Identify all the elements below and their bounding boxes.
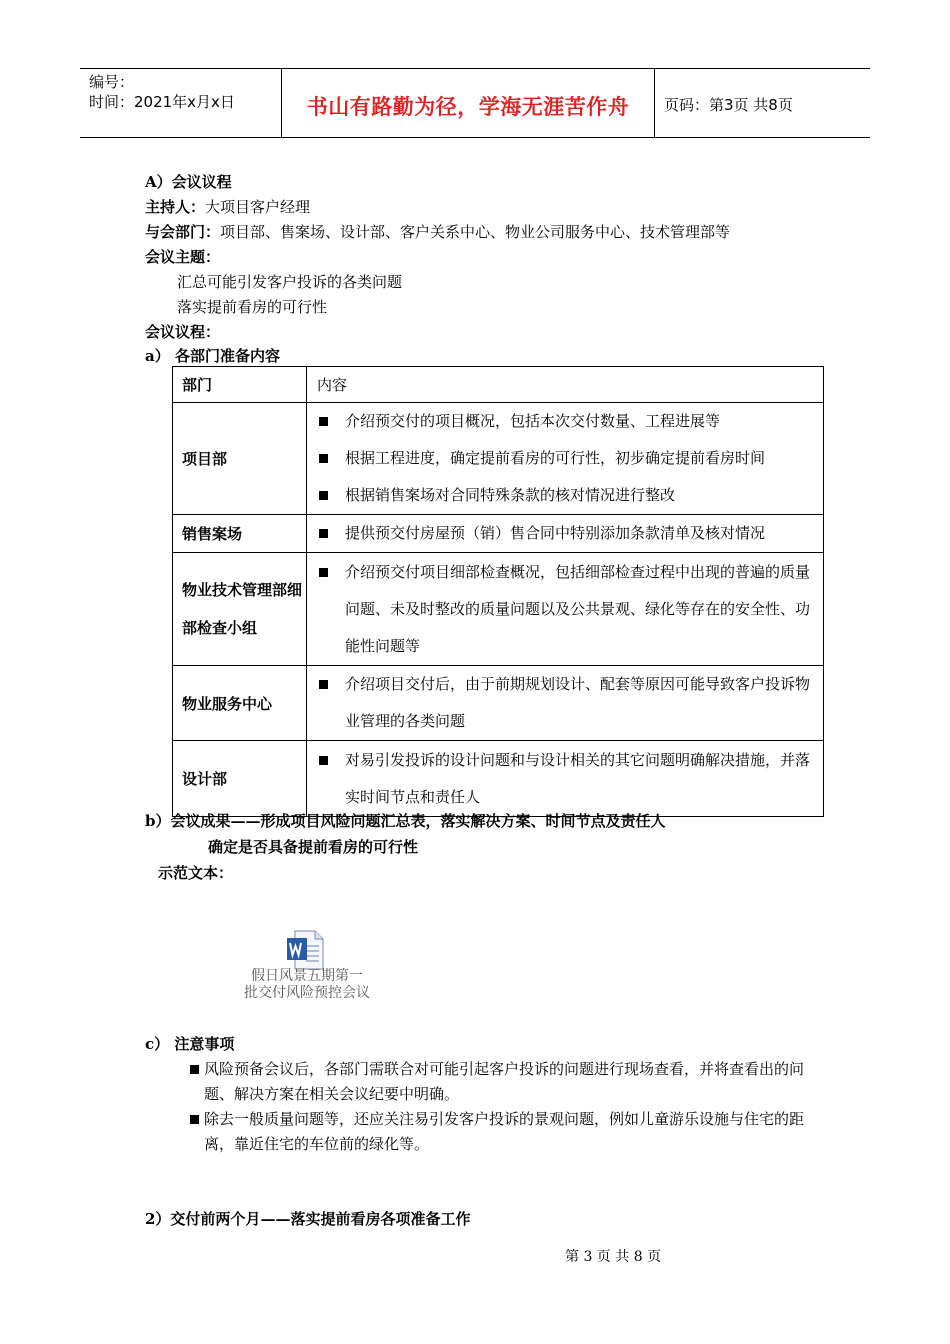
host-line — [145, 196, 310, 217]
page-header — [80, 68, 870, 138]
agenda-label: 会议议程： — [145, 323, 221, 341]
square-bullet-icon — [319, 454, 328, 463]
document-number-label: 编号： — [89, 73, 135, 91]
content-cell — [307, 515, 824, 553]
theme-item: 汇总可能引发客户投诉的各类问题 — [177, 273, 403, 291]
content-item: 介绍项目交付后，由于前期规划设计、配套等原因可能导致客户投诉物业管理的各类问题 — [317, 666, 815, 740]
section-b-line2: 确定是否具备提前看房的可行性 — [208, 838, 419, 856]
table-row — [173, 666, 824, 741]
dept-cell: 物业服务中心 — [173, 666, 307, 741]
theme-item: 落实提前看房的可行性 — [177, 298, 328, 316]
note-item: 风险预备会议后，各部门需联合对可能引起客户投诉的问题进行现场查看，并将查看出的问题、解决方案在相关会议纪要中明确。 — [190, 1057, 810, 1107]
table-row — [173, 741, 824, 817]
dept-cell: 项目部 — [173, 403, 307, 515]
theme-label: 会议主题： — [145, 248, 221, 266]
table-header-dept: 部门 — [173, 367, 307, 403]
header-page-cell — [655, 69, 870, 137]
section-c-title: c） 注意事项 — [145, 1035, 235, 1053]
square-bullet-icon — [190, 1115, 199, 1124]
host-value: 大项目客户经理 — [205, 198, 311, 216]
dept-cell: 销售案场 — [173, 515, 307, 553]
square-bullet-icon — [319, 491, 328, 500]
departments-label: 与会部门： — [145, 223, 221, 241]
header-meta-cell — [80, 69, 281, 137]
attachment-name[interactable]: 假日风景五期第一 批交付风险预控会议 — [244, 968, 370, 1001]
table-row — [173, 403, 824, 515]
content-item: 根据销售案场对合同特殊条款的核对情况进行整改 — [317, 477, 815, 514]
content-cell — [307, 553, 824, 666]
document-date-label: 时间：2021年x月x日 — [89, 93, 235, 111]
dept-cell: 设计部 — [173, 741, 307, 817]
header-page-number: 页码：第3页 共8页 — [664, 96, 793, 114]
content-item: 提供预交付房屋预（销）售合同中特别添加条款清单及核对情况 — [317, 515, 815, 552]
table-row — [173, 515, 824, 553]
square-bullet-icon — [319, 680, 328, 689]
section-2-title: 2）交付前两个月——落实提前看房各项准备工作 — [145, 1210, 471, 1228]
section-a-title: A）会议议程 — [145, 173, 232, 191]
sub-a-title: a） 各部门准备内容 — [145, 347, 280, 365]
section-b-line1: b）会议成果——形成项目风险问题汇总表，落实解决方案、时间节点及责任人 — [145, 812, 666, 830]
content-item: 介绍预交付的项目概况，包括本次交付数量、工程进展等 — [317, 403, 815, 440]
table-row — [173, 553, 824, 666]
department-preparation-table — [172, 366, 824, 817]
square-bullet-icon — [319, 756, 328, 765]
sample-text-label: 示范文本： — [158, 864, 234, 882]
header-motto-cell — [281, 69, 655, 137]
content-item: 介绍预交付项目细部检查概况，包括细部检查过程中出现的普遍的质量问题、未及时整改的质量问题以及公共景观、绿化等存在的安全性、功能性问题等 — [317, 554, 815, 665]
note-item: 除去一般质量问题等，还应关注易引发客户投诉的景观问题，例如儿童游乐设施与住宅的距离，靠近住宅的车位前的绿化等。 — [190, 1107, 810, 1157]
table-header-row — [173, 367, 824, 403]
word-document-icon[interactable] — [286, 930, 324, 970]
header-motto: 书山有路勤为径，学海无涯苦作舟 — [306, 95, 630, 119]
table-header-content: 内容 — [307, 367, 824, 403]
content-item: 根据工程进度，确定提前看房的可行性，初步确定提前看房时间 — [317, 440, 815, 477]
dept-cell: 物业技术管理部细部检查小组 — [173, 553, 307, 666]
square-bullet-icon — [319, 529, 328, 538]
square-bullet-icon — [319, 568, 328, 577]
content-item: 对易引发投诉的设计问题和与设计相关的其它问题明确解决措施，并落实时间节点和责任人 — [317, 742, 815, 816]
host-label: 主持人： — [145, 198, 206, 216]
square-bullet-icon — [319, 417, 328, 426]
content-cell — [307, 666, 824, 741]
square-bullet-icon — [190, 1065, 199, 1074]
content-cell — [307, 403, 824, 515]
departments-line — [145, 221, 730, 242]
page-footer: 第 3 页 共 8 页 — [565, 1249, 662, 1265]
content-cell — [307, 741, 824, 817]
departments-value: 项目部、售案场、设计部、客户关系中心、物业公司服务中心、技术管理部等 — [220, 223, 731, 241]
